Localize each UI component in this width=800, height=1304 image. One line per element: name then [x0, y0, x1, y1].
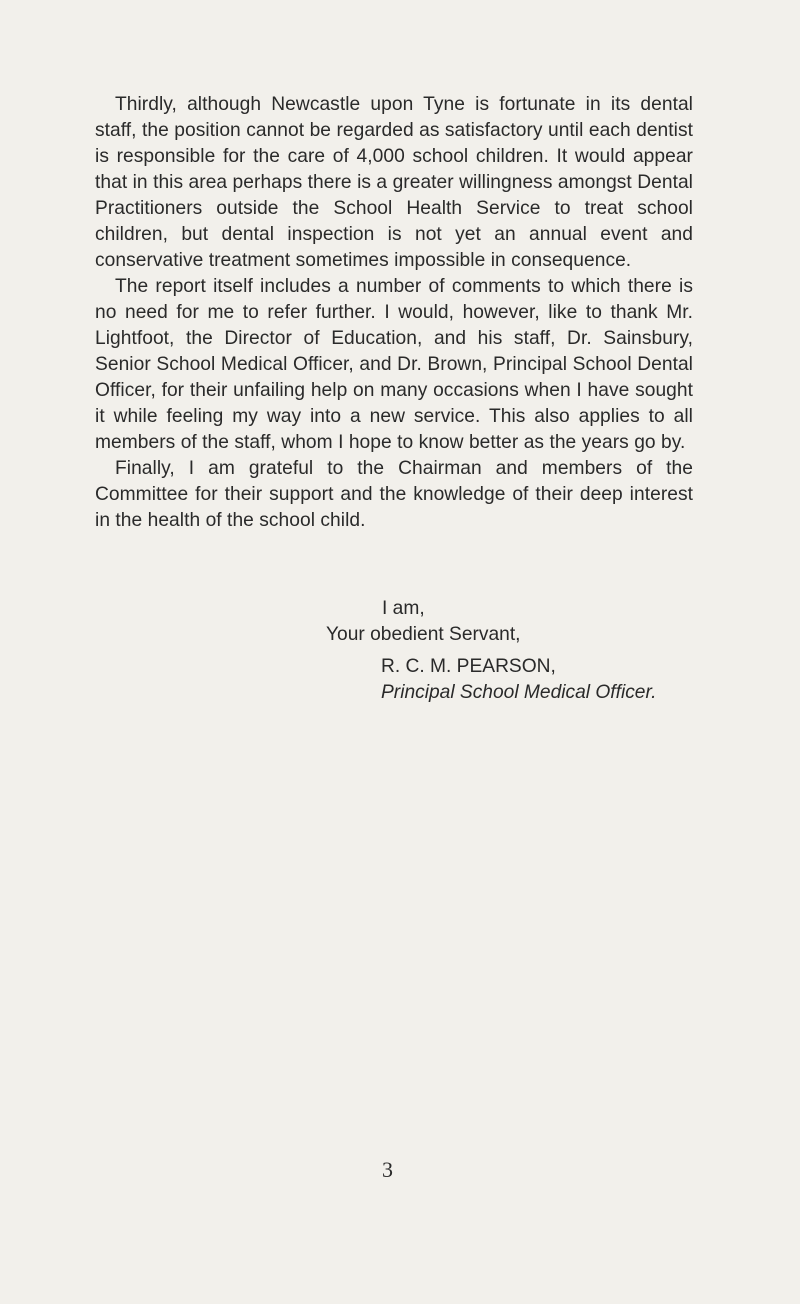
page-number: 3: [382, 1157, 393, 1182]
signature-title: Principal School Medical Officer.: [381, 682, 657, 703]
signature-name: R. C. M. PEARSON,: [381, 656, 556, 677]
closing-obedient-servant: Your obedient Servant,: [326, 624, 521, 645]
letter-body: [95, 92, 693, 534]
paragraph-dental-staff: Thirdly, although Newcastle upon Tyne is fortunate in its dental staff, the position cannot be regarded as satisfactory until each dentist is responsible for the care of 4,000 school children. It would appear that in this area perhaps there is a greater willingness amongst Dental Practitioners outside the School Health Service to treat school children, but dental inspection is not yet an annual event and conservative treatment sometimes impossible in consequence.: [95, 94, 693, 271]
closing-i-am: I am,: [382, 598, 425, 619]
paragraph-committee-thanks: Finally, I am grateful to the Chairman and members of the Committee for their support and the knowledge of their deep interest in the health of the school child.: [95, 458, 693, 531]
paragraph-acknowledgements: The report itself includes a number of comments to which there is no need for me to refer further. I would, however, like to thank Mr. Lightfoot, the Director of Education, and his staff, Dr. Sainsbury, Senior School Medical Officer, and Dr. Brown, Principal School Dental Officer, for their unfailing help on many occasions when I have sought it while feeling my way into a new service. This also applies to all members of the staff, whom I hope to know better as the years go by.: [95, 276, 693, 453]
